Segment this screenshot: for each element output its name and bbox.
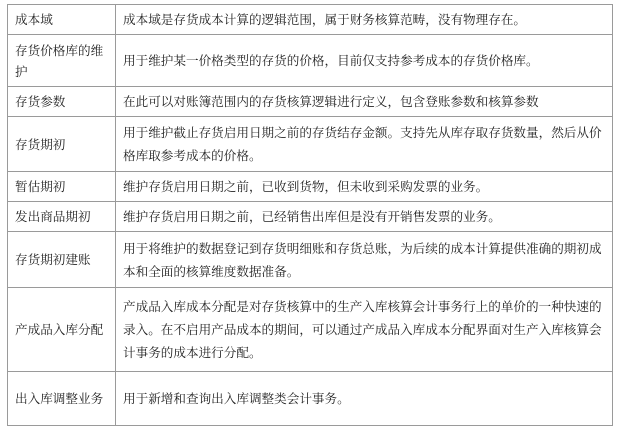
term-cell: 发出商品期初 <box>8 202 116 232</box>
term-cell: 存货期初建账 <box>8 232 116 288</box>
description-cell: 维护存货启用日期之前，已收到货物，但未收到采购发票的业务。 <box>116 172 613 202</box>
term-cell: 存货价格库的维护 <box>8 35 116 87</box>
description-cell: 成本域是存货成本计算的逻辑范围，属于财务核算范畴，没有物理存在。 <box>116 5 613 35</box>
table-row <box>8 202 613 232</box>
description-cell: 用于维护截止存货启用日期之前的存货结存金额。支持先从库存取存货数量，然后从价格库取参考成本的价格。 <box>116 117 613 172</box>
table-row <box>8 372 613 426</box>
description-cell: 维护存货启用日期之前，已经销售出库但是没有开销售发票的业务。 <box>116 202 613 232</box>
table-row <box>8 35 613 87</box>
description-cell: 产成品入库成本分配是对存货核算中的生产入库核算会计事务行上的单价的一种快速的录入。在不启用产品成本的期间，可以通过产成品入库成本分配界面对生产入库核算会计事务的成本进行分配。 <box>116 288 613 372</box>
table-row <box>8 172 613 202</box>
term-cell: 出入库调整业务 <box>8 372 116 426</box>
table-row <box>8 117 613 172</box>
table-row <box>8 232 613 288</box>
table-row <box>8 87 613 117</box>
description-cell: 用于新增和查询出入库调整类会计事务。 <box>116 372 613 426</box>
table-row <box>8 5 613 35</box>
term-cell: 存货期初 <box>8 117 116 172</box>
table-row <box>8 288 613 372</box>
term-cell: 产成品入库分配 <box>8 288 116 372</box>
term-cell: 暂估期初 <box>8 172 116 202</box>
description-cell: 在此可以对账簿范围内的存货核算逻辑进行定义，包含登账参数和核算参数 <box>116 87 613 117</box>
description-cell: 用于维护某一价格类型的存货的价格，目前仅支持参考成本的存货价格库。 <box>116 35 613 87</box>
description-cell: 用于将维护的数据登记到存货明细账和存货总账，为后续的成本计算提供准确的期初成本和全面的核算维度数据准备。 <box>116 232 613 288</box>
term-cell: 存货参数 <box>8 87 116 117</box>
definitions-table <box>7 4 613 426</box>
term-cell: 成本域 <box>8 5 116 35</box>
